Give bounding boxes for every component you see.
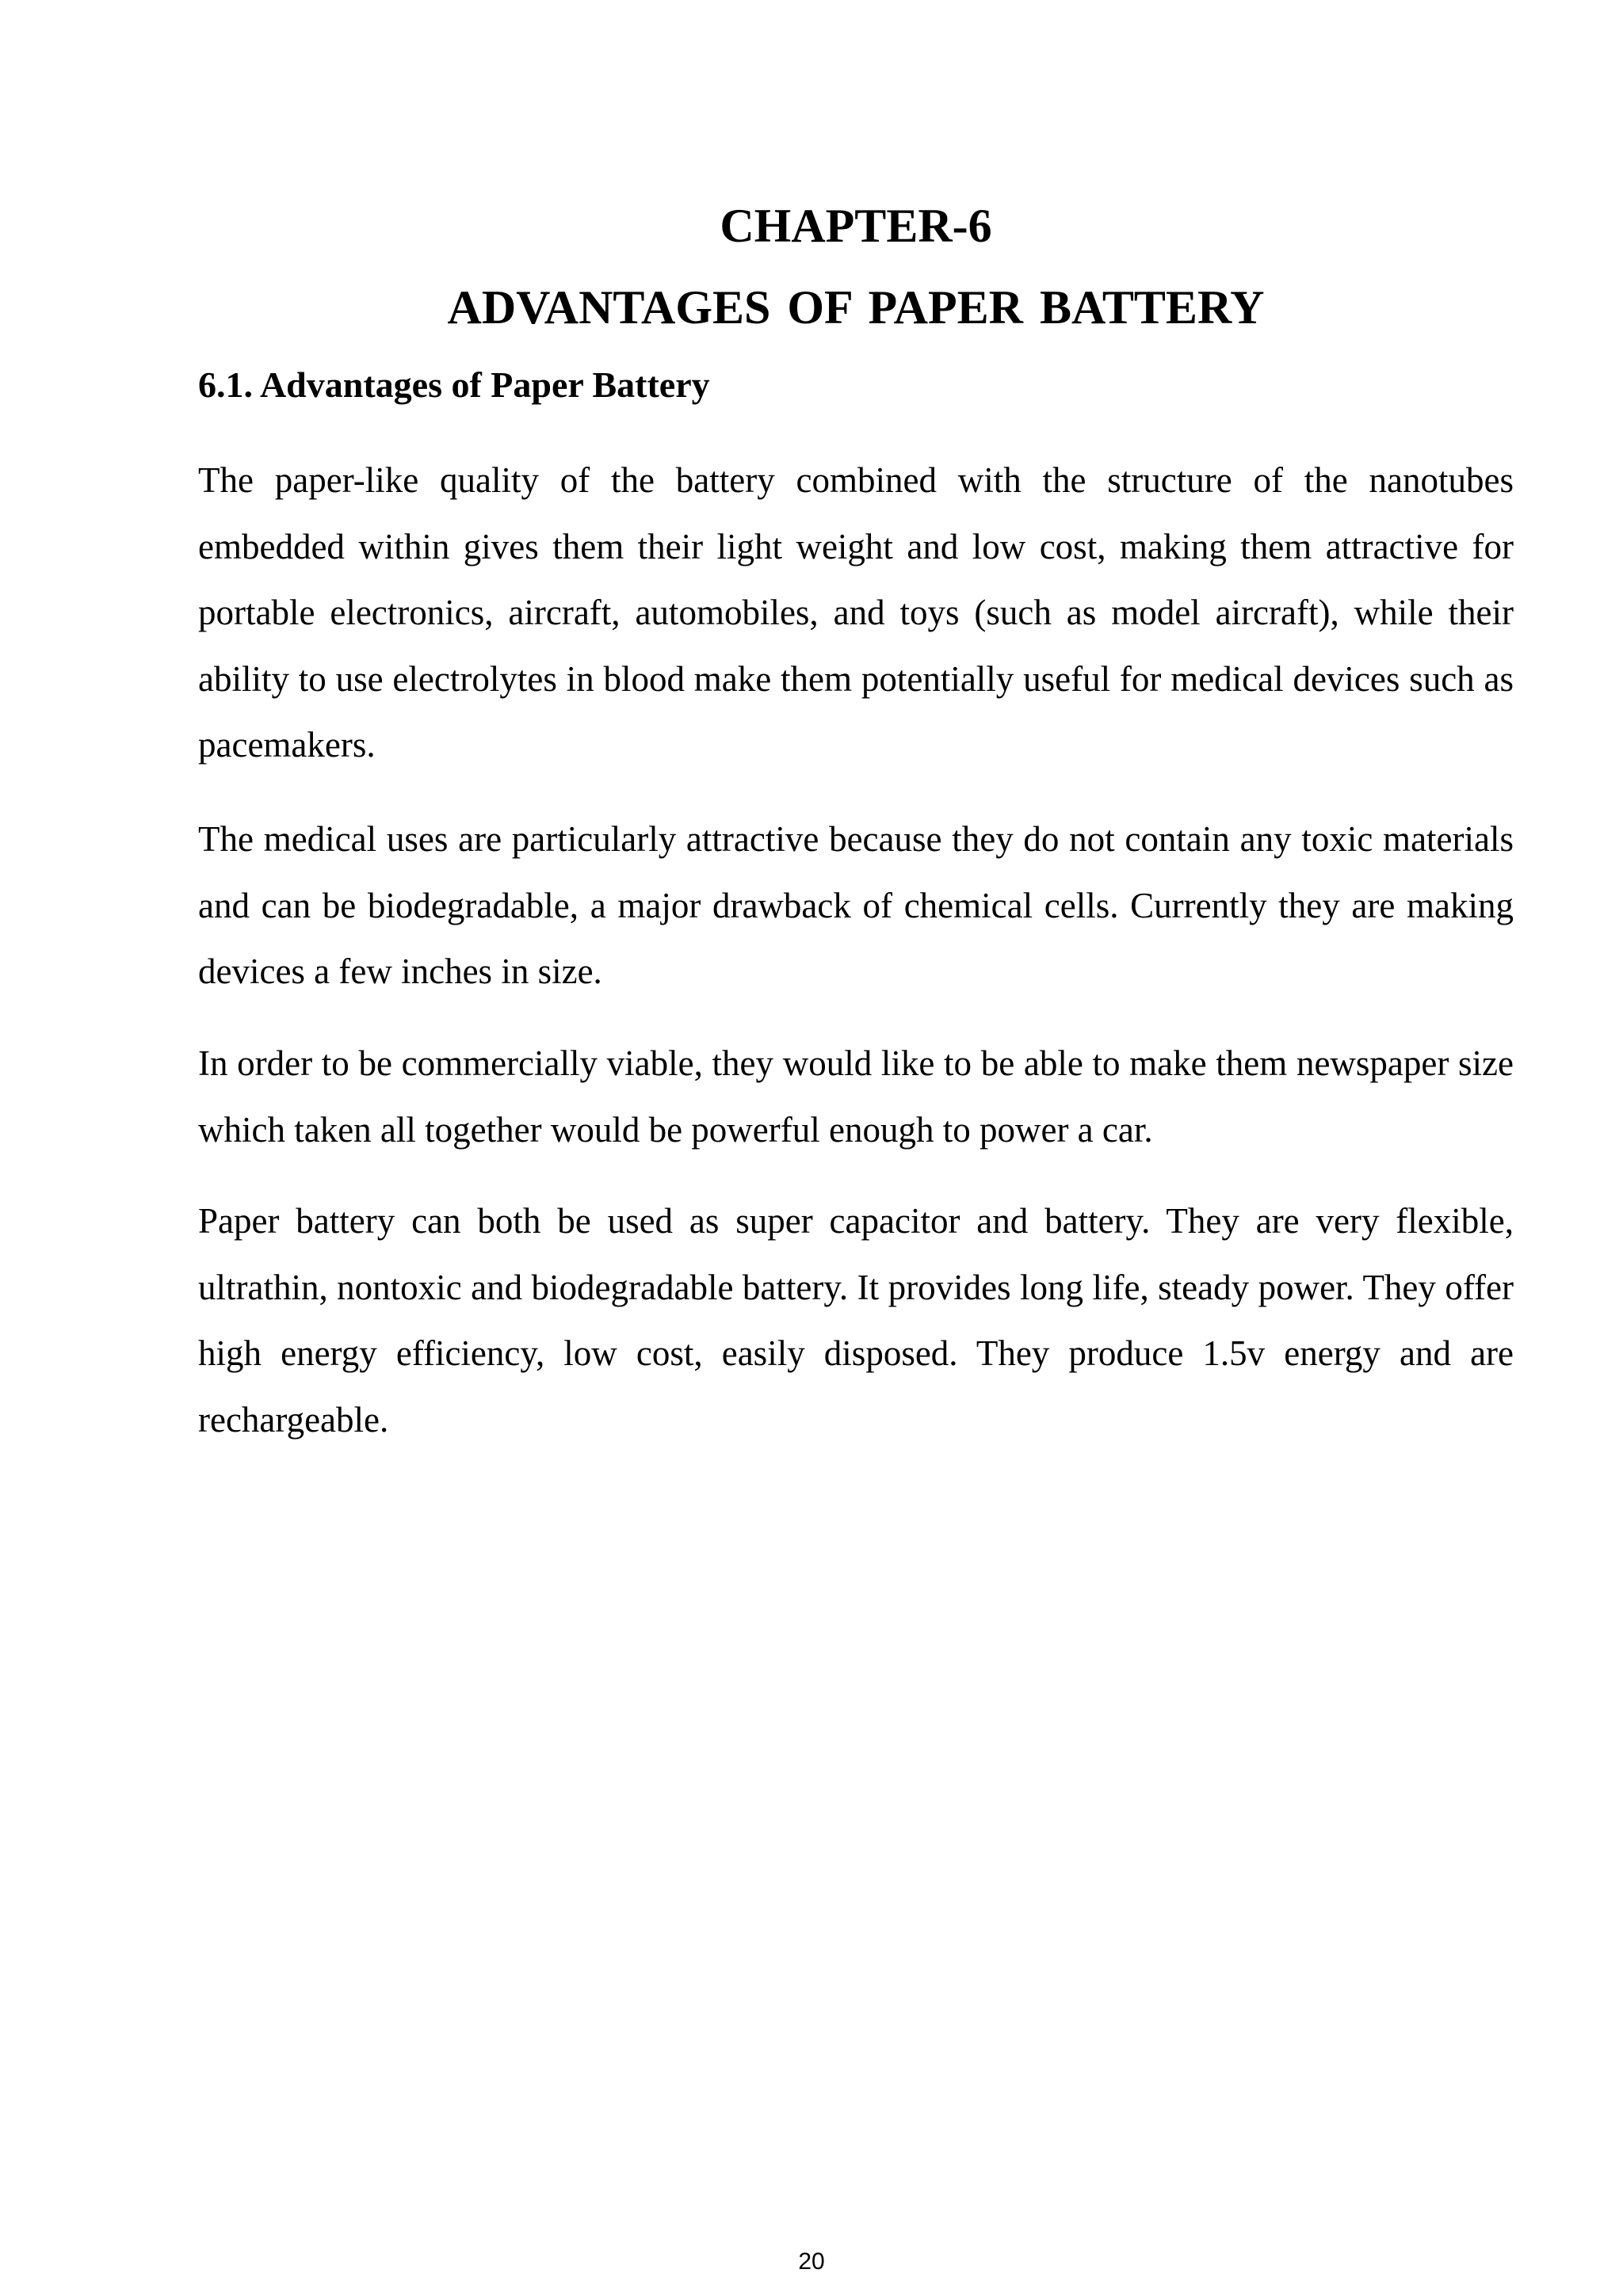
paragraph: In order to be commercially viable, they would like to be able to make them newspaper size which taken all together would be powerful enough to power a car. [198, 1043, 1514, 1150]
section-heading: 6.1. Advantages of Paper Battery [198, 364, 710, 405]
chapter-title: ADVANTAGES OF PAPER BATTERY [447, 281, 1265, 334]
paragraph-block-2 [198, 807, 1514, 1005]
page-number: 20 [798, 2248, 825, 2275]
paragraph: The medical uses are particularly attractive because they do not contain any toxic materials and can be biodegradable, a major drawback of chemical cells. Currently they are making devices a few inches in size. [198, 819, 1514, 991]
paragraph-block-4 [198, 1188, 1514, 1453]
paragraph-block-3 [198, 1031, 1514, 1163]
paragraph: The paper-like quality of the battery combined with the structure of the nanotubes embedded within gives them their light weight and low cost, making them attractive for portable electronics, aircraft, automobiles, and toys (such as model aircraft), while their ability to use electrolytes in blood make them potentially useful for medical devices such as pacemakers. [198, 460, 1514, 765]
paragraph-block-1 [198, 448, 1514, 779]
paragraph: Paper battery can both be used as super capacitor and battery. They are very flexible, ultrathin, nontoxic and biodegradable battery. It provides long life, steady power. They offer high energy efficiency, low cost, easily disposed. They produce 1.5v energy and are rechargeable. [198, 1201, 1514, 1440]
chapter-number: CHAPTER-6 [720, 200, 992, 252]
